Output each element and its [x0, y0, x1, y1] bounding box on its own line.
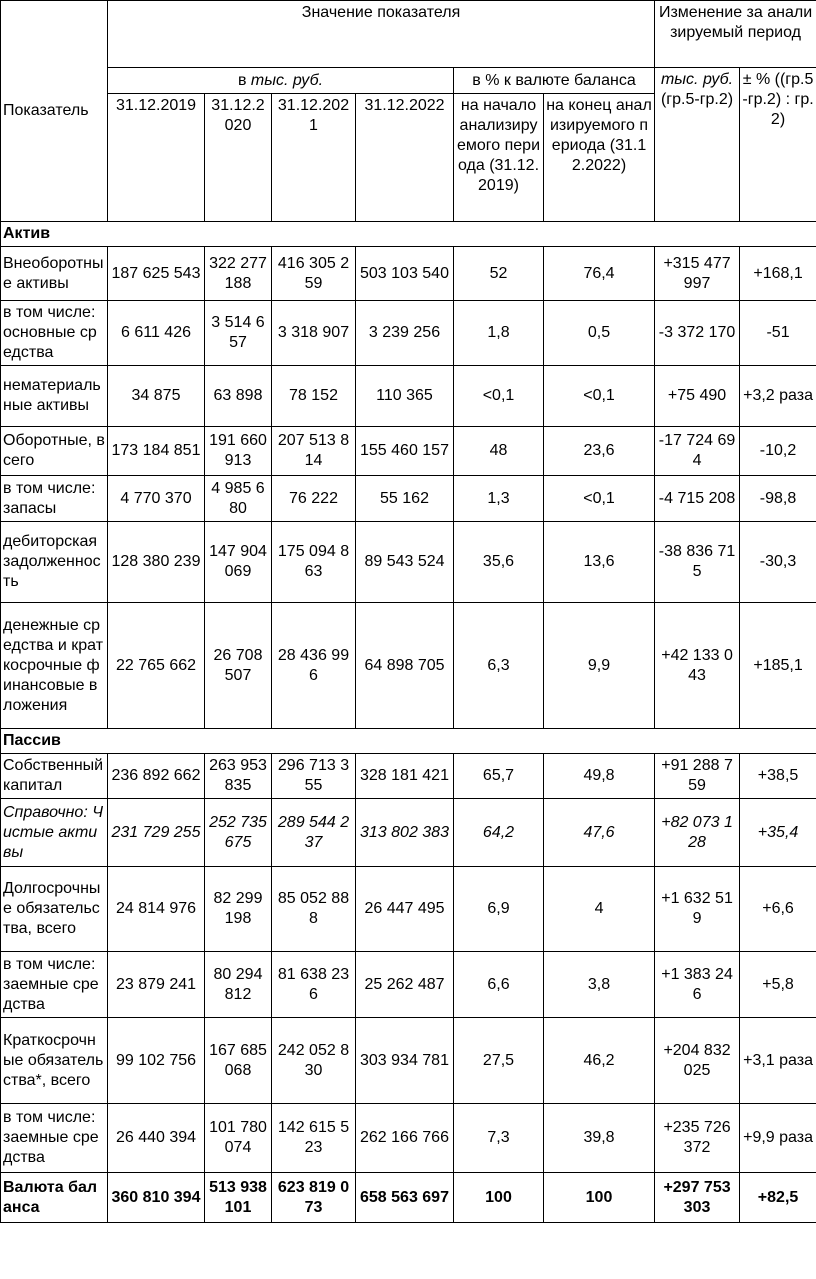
- pct-start: <0,1: [454, 366, 544, 427]
- change-rub: -3 372 170: [655, 301, 740, 366]
- pct-end: <0,1: [544, 366, 655, 427]
- header-date-2022: 31.12.2022: [356, 94, 454, 222]
- pct-end: 9,9: [544, 603, 655, 729]
- section-liabilities: Пассив: [1, 729, 816, 754]
- value-2022: 303 934 781: [356, 1018, 454, 1104]
- row-label: денежные средства и краткосрочные финансовые вложения: [1, 603, 108, 729]
- change-pct: +3,2 раза: [740, 366, 816, 427]
- table-row: [1, 1173, 816, 1223]
- change-pct: -98,8: [740, 476, 816, 522]
- row-label: в том числе: основные средства: [1, 301, 108, 366]
- value-2022: 262 166 766: [356, 1104, 454, 1173]
- row-label: Справочно: Чистые активы: [1, 799, 108, 867]
- table-row: [1, 754, 816, 799]
- header-thousand-rub-prefix: в: [237, 71, 251, 89]
- change-pct: -10,2: [740, 427, 816, 476]
- pct-start: 6,9: [454, 867, 544, 952]
- table-row: [1, 247, 816, 301]
- value-2022: 3 239 256: [356, 301, 454, 366]
- header-change-rub: [655, 68, 740, 222]
- value-2021: 28 436 996: [272, 603, 356, 729]
- value-2019: 99 102 756: [108, 1018, 205, 1104]
- pct-end: 13,6: [544, 522, 655, 603]
- pct-start: 100: [454, 1173, 544, 1223]
- section-assets: Актив: [1, 222, 816, 247]
- header-percent-balance: в % к валюте баланса: [454, 68, 655, 94]
- header-date-2019: 31.12.2019: [108, 94, 205, 222]
- change-pct: +6,6: [740, 867, 816, 952]
- row-label: Валюта баланса: [1, 1173, 108, 1223]
- change-pct: +185,1: [740, 603, 816, 729]
- value-2020: 82 299 198: [205, 867, 272, 952]
- header-date-2021: 31.12.2021: [272, 94, 356, 222]
- pct-end: 4: [544, 867, 655, 952]
- pct-end: 49,8: [544, 754, 655, 799]
- table-row: [1, 603, 816, 729]
- change-pct: +9,9 раза: [740, 1104, 816, 1173]
- row-label: в том числе: запасы: [1, 476, 108, 522]
- value-2022: 328 181 421: [356, 754, 454, 799]
- value-2020: 26 708 507: [205, 603, 272, 729]
- value-2019: 23 879 241: [108, 952, 205, 1018]
- pct-start: 7,3: [454, 1104, 544, 1173]
- value-2019: 6 611 426: [108, 301, 205, 366]
- table-row: [1, 427, 816, 476]
- pct-start: 6,3: [454, 603, 544, 729]
- value-2021: 207 513 814: [272, 427, 356, 476]
- value-2020: 4 985 680: [205, 476, 272, 522]
- value-2021: 623 819 073: [272, 1173, 356, 1223]
- value-2021: 416 305 259: [272, 247, 356, 301]
- pct-start: 27,5: [454, 1018, 544, 1104]
- header-value-group: Значение показателя: [108, 1, 655, 68]
- value-2022: 25 262 487: [356, 952, 454, 1018]
- change-rub: -38 836 715: [655, 522, 740, 603]
- value-2019: 231 729 255: [108, 799, 205, 867]
- pct-end: 46,2: [544, 1018, 655, 1104]
- change-rub: +1 632 519: [655, 867, 740, 952]
- change-pct: +5,8: [740, 952, 816, 1018]
- header-change-rub-italic: тыс. руб.: [660, 71, 734, 88]
- row-label: в том числе: заемные средства: [1, 1104, 108, 1173]
- table-row: [1, 952, 816, 1018]
- value-2021: 242 052 830: [272, 1018, 356, 1104]
- change-rub: +297 753 303: [655, 1173, 740, 1223]
- header-thousand-rub: [108, 68, 454, 94]
- change-pct: +168,1: [740, 247, 816, 301]
- value-2022: 658 563 697: [356, 1173, 454, 1223]
- value-2022: 55 162: [356, 476, 454, 522]
- header-change-group: Изменение за анализируемый период: [655, 1, 816, 68]
- value-2020: 513 938 101: [205, 1173, 272, 1223]
- value-2019: 173 184 851: [108, 427, 205, 476]
- value-2021: 142 615 523: [272, 1104, 356, 1173]
- value-2020: 101 780 074: [205, 1104, 272, 1173]
- value-2019: 26 440 394: [108, 1104, 205, 1173]
- value-2020: 80 294 812: [205, 952, 272, 1018]
- pct-start: 48: [454, 427, 544, 476]
- liabilities-rows: [1, 754, 816, 1223]
- change-pct: -51: [740, 301, 816, 366]
- table-row: [1, 799, 816, 867]
- table-row: [1, 476, 816, 522]
- value-2019: 236 892 662: [108, 754, 205, 799]
- header-pct-end: на конец анализируемого периода (31.12.2022): [544, 94, 655, 222]
- header-change-rub-rest: (гр.5-гр.2): [660, 91, 734, 108]
- value-2021: 175 094 863: [272, 522, 356, 603]
- value-2021: 296 713 355: [272, 754, 356, 799]
- value-2020: 322 277 188: [205, 247, 272, 301]
- pct-start: 1,8: [454, 301, 544, 366]
- value-2020: 3 514 657: [205, 301, 272, 366]
- value-2020: 167 685 068: [205, 1018, 272, 1104]
- value-2020: 147 904 069: [205, 522, 272, 603]
- header-thousand-rub-italic: тыс. руб.: [250, 71, 324, 89]
- pct-start: 35,6: [454, 522, 544, 603]
- value-2019: 34 875: [108, 366, 205, 427]
- value-2021: 85 052 888: [272, 867, 356, 952]
- row-label: Оборотные, всего: [1, 427, 108, 476]
- table-row: [1, 366, 816, 427]
- change-rub: +204 832 025: [655, 1018, 740, 1104]
- pct-end: 23,6: [544, 427, 655, 476]
- row-label: нематериальные активы: [1, 366, 108, 427]
- value-2019: 187 625 543: [108, 247, 205, 301]
- value-2020: 252 735 675: [205, 799, 272, 867]
- assets-rows: [1, 247, 816, 729]
- value-2021: 76 222: [272, 476, 356, 522]
- value-2019: 22 765 662: [108, 603, 205, 729]
- pct-end: 47,6: [544, 799, 655, 867]
- change-rub: -4 715 208: [655, 476, 740, 522]
- value-2022: 313 802 383: [356, 799, 454, 867]
- table-row: [1, 1104, 816, 1173]
- change-rub: -17 724 694: [655, 427, 740, 476]
- value-2019: 4 770 370: [108, 476, 205, 522]
- header-change-pct: ± % ((гр.5-гр.2) : гр.2): [740, 68, 816, 222]
- row-label: Внеоборотные активы: [1, 247, 108, 301]
- change-rub: +82 073 128: [655, 799, 740, 867]
- row-label: Долгосрочные обязательства, всего: [1, 867, 108, 952]
- row-label: дебиторская задолженность: [1, 522, 108, 603]
- value-2022: 155 460 157: [356, 427, 454, 476]
- value-2022: 64 898 705: [356, 603, 454, 729]
- pct-end: 100: [544, 1173, 655, 1223]
- value-2022: 89 543 524: [356, 522, 454, 603]
- change-pct: -30,3: [740, 522, 816, 603]
- value-2022: 110 365: [356, 366, 454, 427]
- row-label: Собственный капитал: [1, 754, 108, 799]
- row-label: в том числе: заемные средства: [1, 952, 108, 1018]
- pct-start: 65,7: [454, 754, 544, 799]
- change-rub: +75 490: [655, 366, 740, 427]
- value-2020: 63 898: [205, 366, 272, 427]
- change-pct: +38,5: [740, 754, 816, 799]
- table-row: [1, 301, 816, 366]
- pct-end: 0,5: [544, 301, 655, 366]
- value-2020: 263 953 835: [205, 754, 272, 799]
- change-rub: +1 383 246: [655, 952, 740, 1018]
- change-pct: +35,4: [740, 799, 816, 867]
- pct-end: 76,4: [544, 247, 655, 301]
- value-2019: 360 810 394: [108, 1173, 205, 1223]
- header-pct-start: на начало анализируемого периода (31.12.2019): [454, 94, 544, 222]
- pct-start: 52: [454, 247, 544, 301]
- value-2021: 289 544 237: [272, 799, 356, 867]
- change-rub: +42 133 043: [655, 603, 740, 729]
- table-row: [1, 1018, 816, 1104]
- change-rub: +235 726 372: [655, 1104, 740, 1173]
- pct-end: <0,1: [544, 476, 655, 522]
- pct-end: 3,8: [544, 952, 655, 1018]
- row-label: Краткосрочные обязательства*, всего: [1, 1018, 108, 1104]
- pct-end: 39,8: [544, 1104, 655, 1173]
- change-rub: +91 288 759: [655, 754, 740, 799]
- value-2019: 24 814 976: [108, 867, 205, 952]
- table-row: [1, 522, 816, 603]
- header-indicator: Показатель: [1, 1, 108, 222]
- value-2021: 3 318 907: [272, 301, 356, 366]
- value-2022: 26 447 495: [356, 867, 454, 952]
- change-pct: +82,5: [740, 1173, 816, 1223]
- table-row: [1, 867, 816, 952]
- value-2021: 78 152: [272, 366, 356, 427]
- change-rub: +315 477 997: [655, 247, 740, 301]
- value-2019: 128 380 239: [108, 522, 205, 603]
- value-2022: 503 103 540: [356, 247, 454, 301]
- value-2021: 81 638 236: [272, 952, 356, 1018]
- header-date-2020: 31.12.2020: [205, 94, 272, 222]
- pct-start: 64,2: [454, 799, 544, 867]
- value-2020: 191 660 913: [205, 427, 272, 476]
- pct-start: 6,6: [454, 952, 544, 1018]
- change-pct: +3,1 раза: [740, 1018, 816, 1104]
- pct-start: 1,3: [454, 476, 544, 522]
